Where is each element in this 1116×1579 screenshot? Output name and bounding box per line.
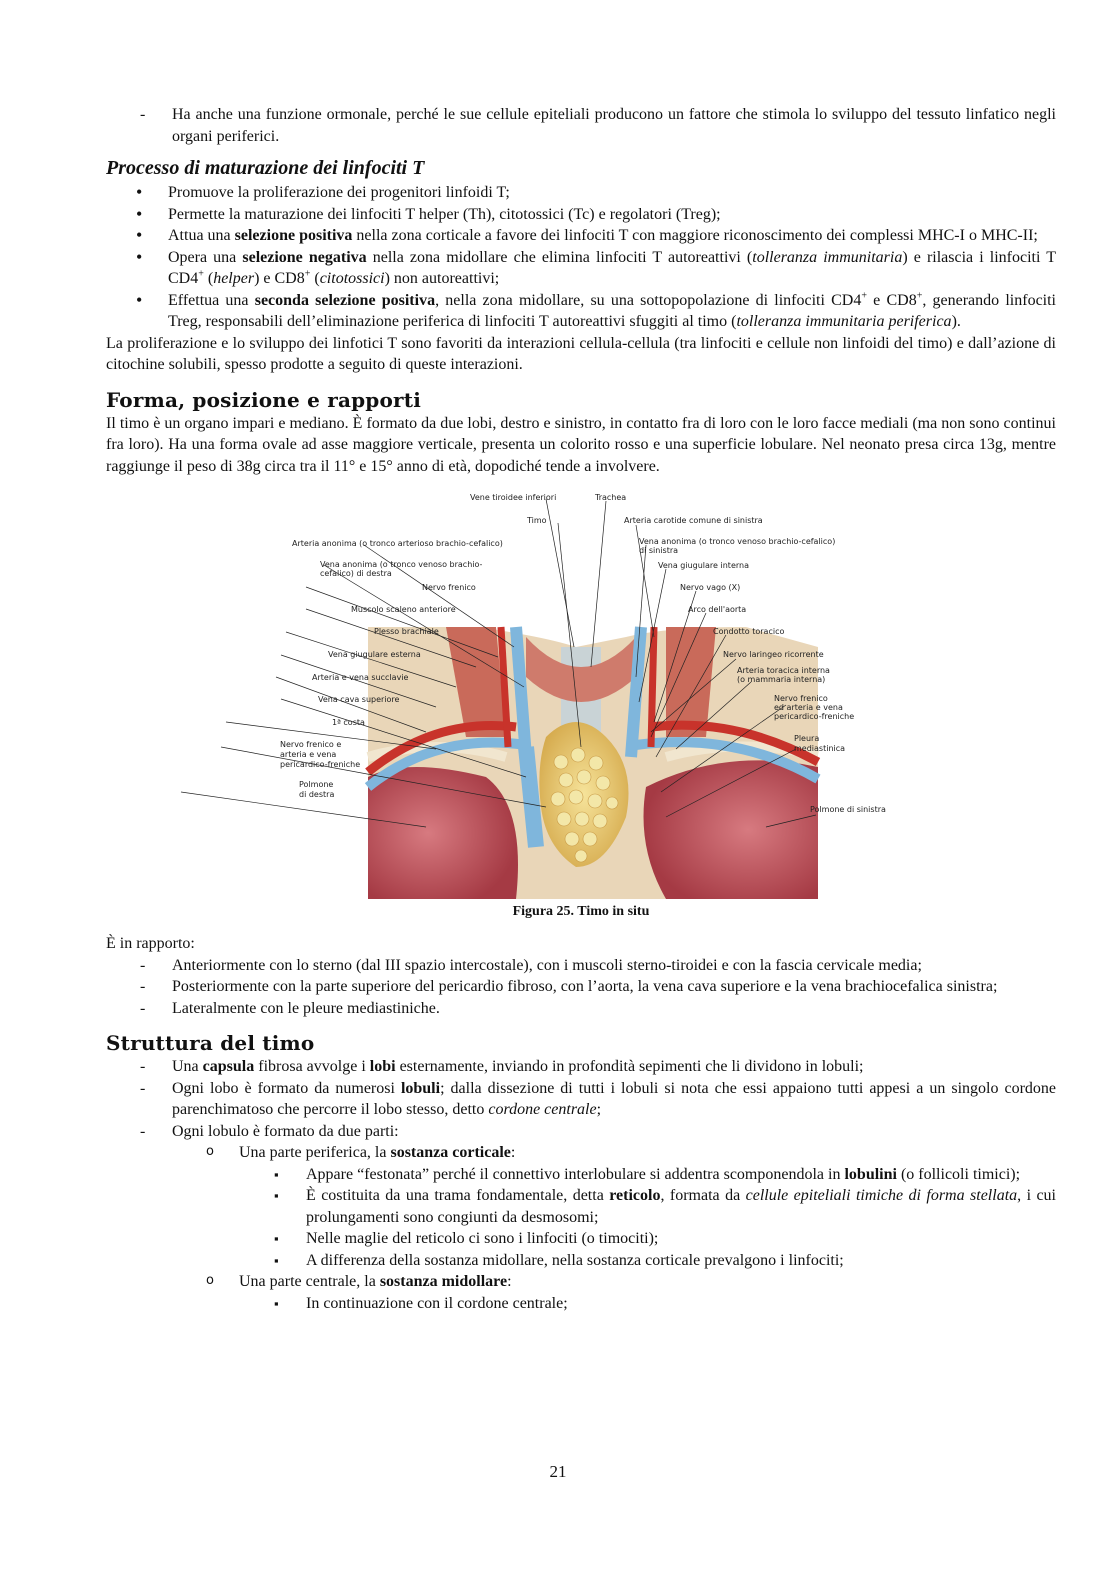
label-nervo-laringeo: Nervo laringeo ricorrente bbox=[723, 650, 824, 659]
section-heading-maturazione: Processo di maturazione dei linfociti T bbox=[106, 157, 425, 179]
label-pericardico-freniche-sx: pericardico-freniche bbox=[774, 712, 855, 721]
intro-list bbox=[106, 104, 1056, 147]
label-nervo-frenico-sx: Nervo frenico bbox=[774, 694, 828, 703]
list-item: o Una parte periferica, la sostanza corticale: bbox=[106, 1142, 1056, 1164]
list-item: • Permette la maturazione dei linfociti T helper (Th), citotossici (Tc) e regolatori (Treg); bbox=[106, 204, 1056, 226]
label-muscolo-scaleno: Muscolo scaleno anteriore bbox=[351, 605, 456, 614]
label-arteria-toracica-interna: Arteria toracica interna bbox=[737, 666, 830, 675]
list-item: ▪ In continuazione con il cordone centrale; bbox=[106, 1293, 1056, 1315]
label-carotide-sinistra: Arteria carotide comune di sinistra bbox=[624, 516, 763, 525]
carotid-left bbox=[651, 627, 654, 747]
paragraph: È in rapporto: bbox=[106, 935, 195, 952]
label-vena-cava-superiore: Vena cava superiore bbox=[318, 695, 400, 704]
list-item: • Promuove la proliferazione dei progenitori linfoidi T; bbox=[106, 182, 1056, 204]
anatomy-illustration bbox=[106, 487, 1056, 899]
list-item: ▪ A differenza della sostanza midollare, nella sostanza corticale prevalgono i linfociti; bbox=[106, 1250, 1056, 1272]
list-item: - Una capsula fibrosa avvolge i lobi esternamente, inviando in profondità sepimenti che li dividono in lobuli; bbox=[106, 1056, 1056, 1078]
list-item: - Posteriormente con la parte superiore del pericardio fibroso, con l’aorta, la vena cava superiore e la vena brachiocefalica sinistra; bbox=[106, 976, 1056, 998]
paragraph: Il timo è un organo impari e mediano. È formato da due lobi, destro e sinistro, in contatto fra di loro con le loro facce mediali (ma non sono continui fra loro). Ha una forma ovale ad asse maggiore verticale, presenta un colorito rosso e una superficie lobulare. Nel neonato presa circa 13g, mentre raggiunge il peso di 38g circa tra il 11° e 15° anno di età, dopodiché tende a involvere. bbox=[106, 414, 1056, 475]
figure-caption: Figura 25. Timo in situ bbox=[512, 904, 650, 919]
label-timo: Timo bbox=[527, 516, 547, 525]
struttura-list bbox=[106, 1056, 1056, 1142]
label-vena-anonima-destra-2: cefalico) di destra bbox=[320, 569, 392, 578]
struttura-sublist bbox=[106, 1142, 1056, 1314]
label-pleura-2: mediastinica bbox=[794, 744, 846, 753]
list-item: ▪ Nelle maglie del reticolo ci sono i linfociti (o timociti); bbox=[106, 1228, 1056, 1250]
label-prima-costa: 1ª costa bbox=[332, 718, 365, 727]
label-vena-giugulare-interna: Vena giugulare interna bbox=[658, 561, 749, 570]
label-nervo-frenico: Nervo frenico bbox=[422, 583, 476, 592]
list-item: - Ogni lobo è formato da numerosi lobuli; dalla dissezione di tutti i lobuli si nota che essi appaiono tutti appesi a un singolo cordone parenchimatoso che percorre il lobo stesso, detto cordone centrale; bbox=[106, 1078, 1056, 1121]
label-polmone-sinistra: Polmone di sinistra bbox=[810, 805, 886, 814]
list-item: - Ha anche una funzione ormonale, perché le sue cellule epiteliali producono un fattore che stimola lo sviluppo del tessuto linfatico negli organi periferici. bbox=[106, 104, 1056, 147]
paragraph: La proliferazione e lo sviluppo dei linfotici T sono favoriti da interazioni cellula-cellula (tra linfociti e cellule non linfoidi del timo) e dall’azione di citochine solubili, spesso prodotte a seguito di queste interazioni. bbox=[106, 334, 1056, 373]
label-arco-aorta: Arco dell'aorta bbox=[688, 605, 747, 614]
list-item: - Ogni lobulo è formato da due parti: bbox=[106, 1121, 1056, 1143]
list-item: • Opera una selezione negativa nella zona midollare che elimina linfociti T autoreattivi (tolleranza immunitaria) e rilascia i linfociti T CD4+ (helper) e CD8+ (citotossici) non autoreattivi; bbox=[106, 247, 1056, 290]
section-heading-forma: Forma, posizione e rapporti bbox=[106, 387, 421, 412]
list-item: ▪ Appare “festonata” perché il connettivo interlobulare si addentra scomponendola in lobulini (o follicoli timici); bbox=[106, 1164, 1056, 1186]
right-lung bbox=[368, 767, 518, 899]
label-arteria-vena-succlavie: Arteria e vena succlavie bbox=[312, 673, 409, 682]
label-condotto-toracico: Condotto toracico bbox=[713, 627, 785, 636]
list-item: - Lateralmente con le pleure mediastiniche. bbox=[106, 998, 1056, 1020]
list-item: - Anteriormente con lo sterno (dal III spazio intercostale), con i muscoli sterno-tiroidei e con la fascia cervicale media; bbox=[106, 955, 1056, 977]
label-arteria-e-vena: arteria e vena bbox=[280, 750, 337, 759]
label-arteria-anonima: Arteria anonima (o tronco arterioso brachio-cefalico) bbox=[292, 539, 503, 548]
label-vena-giugulare-esterna: Vena giugulare esterna bbox=[328, 650, 421, 659]
page-content bbox=[106, 104, 1056, 1314]
label-vene-tiroidee: Vene tiroidee inferiori bbox=[470, 493, 557, 502]
maturation-list bbox=[106, 182, 1056, 333]
label-trachea: Trachea bbox=[595, 493, 627, 502]
left-lung bbox=[644, 760, 819, 899]
figure-timo-in-situ bbox=[106, 487, 1056, 917]
label-pleura: Pleura bbox=[794, 734, 820, 743]
label-pericardico-freniche: pericardico-freniche bbox=[280, 760, 361, 769]
label-arteria-vena-sx: ed arteria e vena bbox=[774, 703, 843, 712]
list-item: • Effettua una seconda selezione positiva, nella zona midollare, su una sottopopolazione di linfociti CD4+ e CD8+, generando linfociti Treg, responsabili dell’eliminazione periferica di linfociti T autoreattivi sfuggiti al timo (tolleranza immunitaria periferica). bbox=[106, 290, 1056, 333]
page-number: 21 bbox=[549, 1462, 567, 1481]
label-polmone-destra-2: di destra bbox=[299, 790, 335, 799]
label-mammaria-interna: (o mammaria interna) bbox=[737, 675, 826, 684]
label-nervo-frenico-e: Nervo frenico e bbox=[280, 740, 342, 749]
rapporti-list bbox=[106, 955, 1056, 1020]
list-item: ▪ È costituita da una trama fondamentale, detta reticolo, formata da cellule epiteliali timiche di forma stellata, i cui prolungamenti sono congiunti da desmosomi; bbox=[106, 1185, 1056, 1228]
label-plesso-brachiale: Plesso brachiale bbox=[374, 627, 439, 636]
label-vena-anonima-sinistra-2: di sinistra bbox=[639, 546, 679, 555]
label-polmone-destra: Polmone bbox=[299, 780, 334, 789]
label-vena-anonima-destra: Vena anonima (o tronco venoso brachio- bbox=[320, 560, 483, 569]
superior-vena-cava bbox=[526, 747, 536, 847]
label-nervo-vago: Nervo vago (X) bbox=[680, 583, 741, 592]
label-vena-anonima-sinistra: Vena anonima (o tronco venoso brachio-cefalico) bbox=[639, 537, 836, 546]
list-item: o Una parte centrale, la sostanza midollare: bbox=[106, 1271, 1056, 1293]
section-heading-struttura: Struttura del timo bbox=[106, 1031, 315, 1055]
list-item: • Attua una selezione positiva nella zona corticale a favore dei linfociti T con maggiore riconoscimento dei complessi MHC-I o MHC-II; bbox=[106, 225, 1056, 247]
